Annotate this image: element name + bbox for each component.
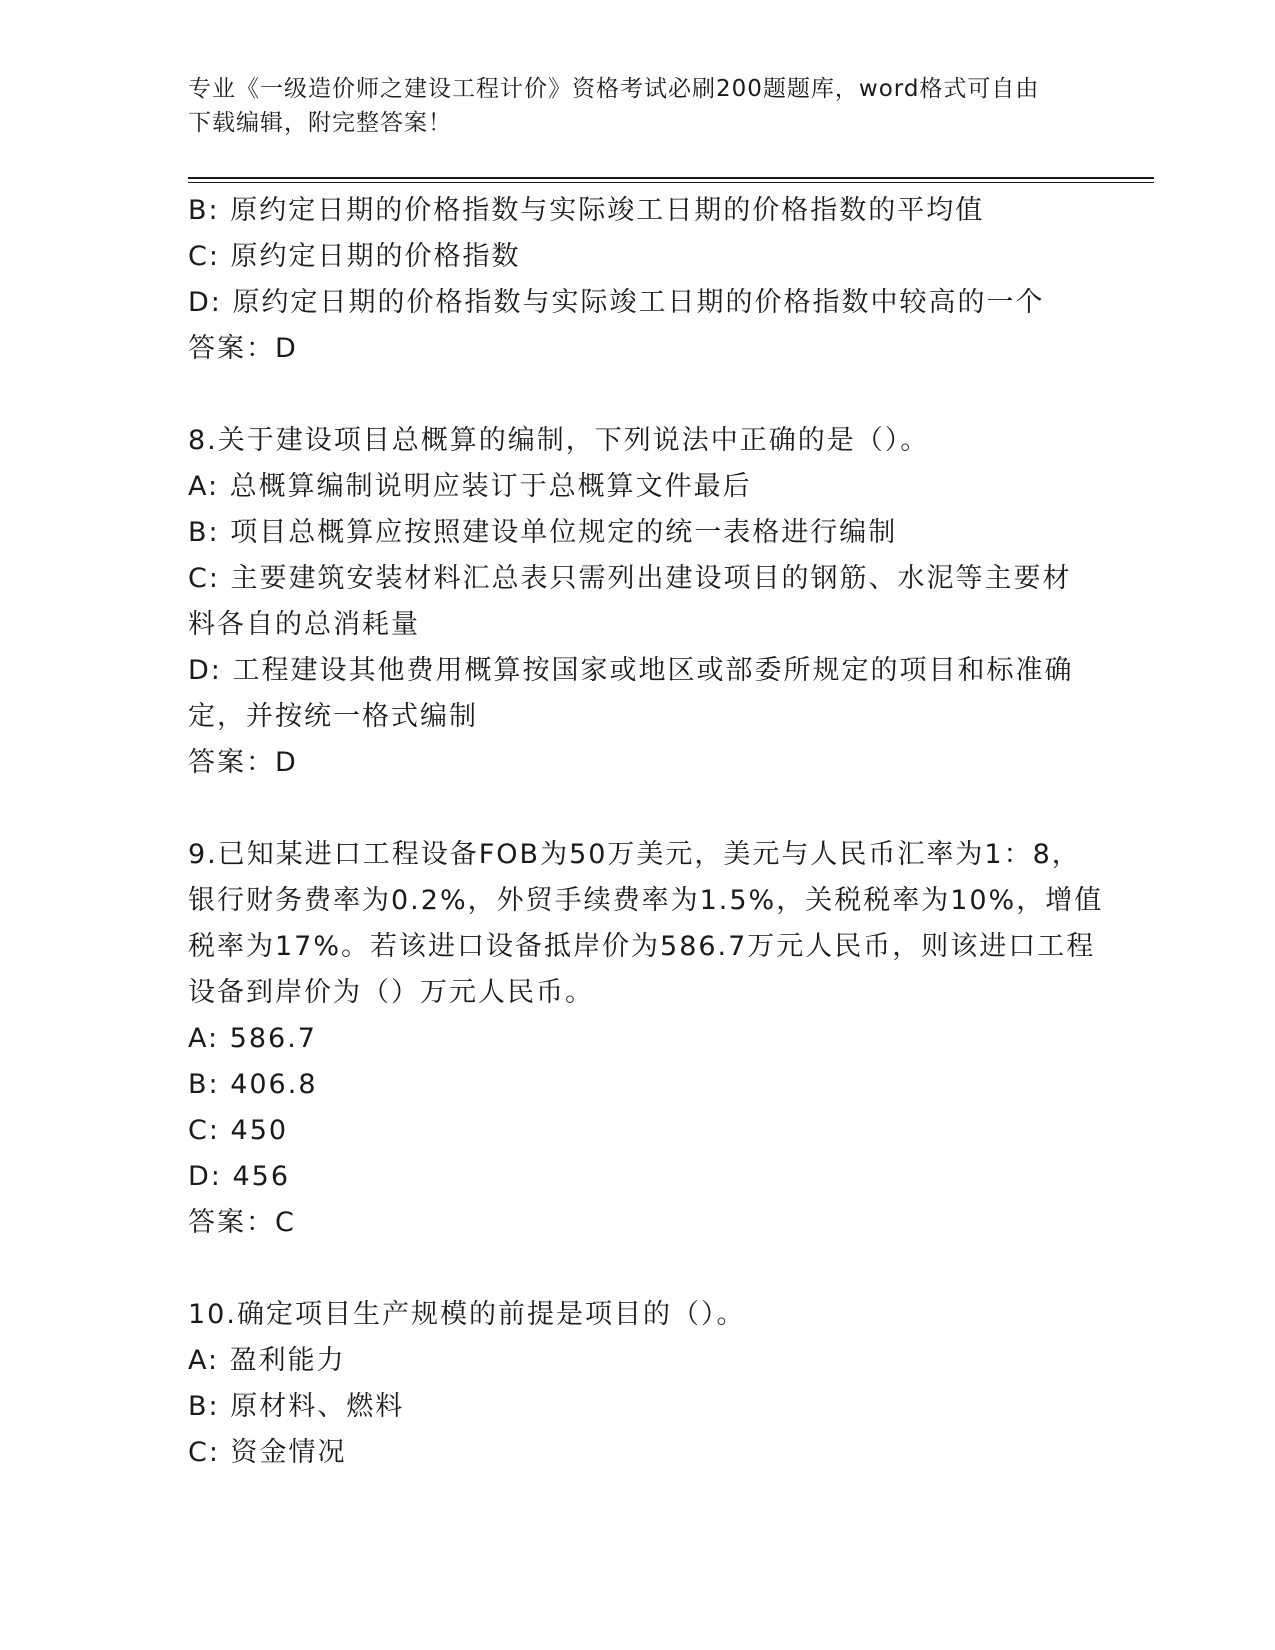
- q8-option-a: A: 总概算编制说明应装订于总概算文件最后: [188, 471, 752, 502]
- question-list: [188, 188, 1104, 1476]
- q10-option-a: A: 盈利能力: [188, 1345, 346, 1376]
- header-divider-thick: [188, 177, 1154, 179]
- q9-option-a: A: 586.7: [188, 1023, 317, 1054]
- question-9-block: [188, 832, 1104, 1246]
- question-7-block: [188, 188, 1088, 372]
- q8-option-c-line-1: C: 主要建筑安装材料汇总表只需列出建设项目的钢筋、水泥等主要材: [188, 563, 1072, 594]
- q10-question: 10.确定项目生产规模的前提是项目的（）。: [188, 1299, 746, 1330]
- q8-answer: 答案：D: [188, 747, 298, 778]
- q7-option-d: D: 原约定日期的价格指数与实际竣工日期的价格指数中较高的一个: [188, 287, 1045, 318]
- q7-option-b: B: 原约定日期的价格指数与实际竣工日期的价格指数的平均值: [188, 195, 985, 226]
- q10-option-b: B: 原材料、燃料: [188, 1391, 405, 1422]
- q9-option-b: B: 406.8: [188, 1069, 318, 1100]
- header-line-2: 下载编辑，附完整答案！: [188, 110, 452, 136]
- q9-question-line-4: 设备到岸价为（）万元人民币。: [188, 977, 594, 1008]
- document-header: [188, 72, 1088, 140]
- q8-question: 8.关于建设项目总概算的编制，下列说法中正确的是（）。: [188, 425, 930, 456]
- q8-option-d-line-2: 定，并按统一格式编制: [188, 701, 478, 732]
- question-8-block: [188, 418, 1088, 786]
- q9-option-c: C: 450: [188, 1115, 289, 1146]
- header-line-1: 专业《一级造价师之建设工程计价》资格考试必刷200题题库，word格式可自由: [188, 76, 1040, 102]
- q9-question-line-1: 9.已知某进口工程设备FOB为50万美元，美元与人民币汇率为1：8，: [188, 839, 1081, 870]
- q7-option-c: C: 原约定日期的价格指数: [188, 241, 521, 272]
- q9-option-d: D: 456: [188, 1161, 291, 1192]
- q9-answer: 答案：C: [188, 1207, 296, 1238]
- q9-question-line-2: 银行财务费率为0.2%，外贸手续费率为1.5%，关税税率为10%，增值: [188, 885, 1104, 916]
- q10-option-c: C: 资金情况: [188, 1437, 347, 1468]
- spacer: [188, 372, 1088, 418]
- header-divider-thin: [188, 182, 1154, 183]
- q9-question-line-3: 税率为17%。若该进口设备抵岸价为586.7万元人民币，则该进口工程: [188, 931, 1096, 962]
- q8-option-d-line-1: D: 工程建设其他费用概算按国家或地区或部委所规定的项目和标准确: [188, 655, 1074, 686]
- spacer: [188, 786, 1088, 832]
- q8-option-c-line-2: 料各自的总消耗量: [188, 609, 420, 640]
- q8-option-b: B: 项目总概算应按照建设单位规定的统一表格进行编制: [188, 517, 898, 548]
- question-10-block: [188, 1292, 1088, 1476]
- q7-answer: 答案：D: [188, 333, 298, 364]
- spacer: [188, 1246, 1088, 1292]
